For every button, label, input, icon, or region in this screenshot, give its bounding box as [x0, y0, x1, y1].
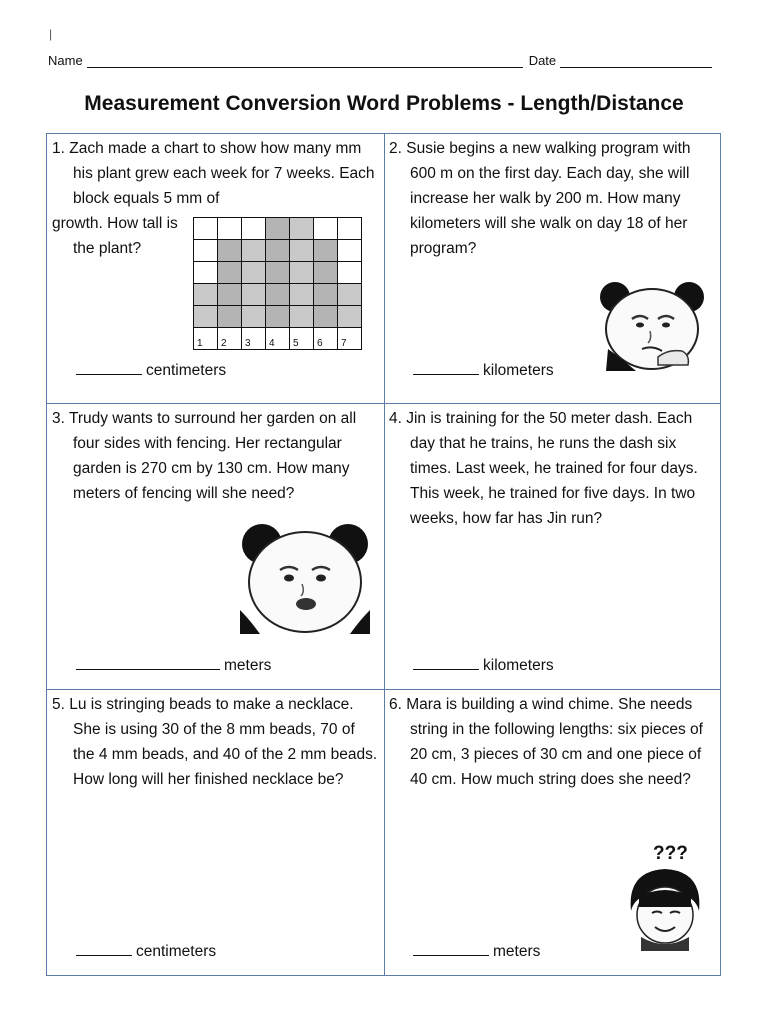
meme-face-icon — [625, 867, 705, 951]
problem-3 — [52, 406, 378, 506]
chart-block-filled — [290, 262, 314, 284]
answer-6 — [413, 942, 540, 961]
panda-meme-shocked-icon — [240, 522, 370, 634]
date-field[interactable] — [560, 54, 712, 68]
answer-6-blank[interactable] — [413, 942, 489, 956]
problem-1-text-cont: growth. How tall is the plant? — [52, 215, 178, 257]
chart-block-empty — [194, 240, 218, 262]
chart-block-empty — [314, 218, 338, 240]
chart-block-filled — [218, 262, 242, 284]
chart-block-filled — [266, 284, 290, 306]
chart-block-filled — [314, 284, 338, 306]
chart-week-label: 5 — [290, 328, 314, 350]
chart-block-filled — [290, 240, 314, 262]
problem-4 — [389, 406, 715, 531]
chart-block-filled — [266, 262, 290, 284]
chart-block-filled — [338, 306, 362, 328]
name-label: Name — [48, 53, 83, 68]
page-title: Measurement Conversion Word Problems - Length/Distance — [84, 92, 684, 115]
answer-1-unit: centimeters — [146, 362, 227, 379]
chart-week-label: 4 — [266, 328, 290, 350]
chart-block-filled — [314, 262, 338, 284]
name-field[interactable] — [87, 54, 523, 68]
problem-2-text: 2. Susie begins a new walking program with 600 m on the first day. Each day, she will increase her walk by 200 m. How many kilometers will she walk on day 18 of her program? — [389, 140, 691, 257]
answer-2-unit: kilometers — [483, 362, 554, 379]
growth-chart-table — [193, 217, 362, 350]
answer-4 — [413, 656, 554, 675]
answer-2-blank[interactable] — [413, 361, 479, 375]
problem-5-text: 5. Lu is stringing beads to make a necklace. She is using 30 of the 8 mm beads, 70 of the 4 mm beads, and 40 of the 2 mm beads. How long will her finished necklace be? — [52, 696, 378, 788]
problem-2 — [389, 136, 715, 261]
chart-week-label: 1 — [194, 328, 218, 350]
answer-3-unit: meters — [224, 657, 272, 674]
grid-divider-vertical — [384, 134, 385, 975]
meme-question-marks: ??? — [653, 843, 688, 864]
answer-6-unit: meters — [493, 943, 541, 960]
problem-1-text: 1. Zach made a chart to show how many mm his plant grew each week for 7 weeks. Each block equals 5 mm of — [52, 140, 375, 207]
chart-week-label: 2 — [218, 328, 242, 350]
answer-4-unit: kilometers — [483, 657, 554, 674]
chart-block-empty — [194, 262, 218, 284]
problem-6 — [389, 692, 715, 792]
chart-block-filled — [218, 306, 242, 328]
date-label: Date — [528, 53, 557, 68]
answer-5-unit: centimeters — [136, 943, 217, 960]
chart-block-filled — [314, 240, 338, 262]
answer-1-blank[interactable] — [76, 361, 142, 375]
chart-block-filled — [314, 306, 338, 328]
chart-block-filled — [266, 240, 290, 262]
chart-block-filled — [218, 284, 242, 306]
answer-2 — [413, 361, 554, 380]
chart-block-filled — [242, 240, 266, 262]
header-line — [48, 53, 720, 68]
problem-grid — [46, 133, 721, 976]
grid-divider-row2 — [47, 689, 720, 690]
chart-week-label: 3 — [242, 328, 266, 350]
problem-3-text: 3. Trudy wants to surround her garden on all four sides with fencing. Her rectangular garden is 270 cm by 130 cm. How many meters of fencing will she need? — [52, 410, 357, 502]
answer-3 — [76, 656, 271, 675]
problem-5 — [52, 692, 378, 792]
cursor-mark: | — [49, 27, 53, 41]
problem-4-text: 4. Jin is training for the 50 meter dash. Each day that he trains, he runs the dash six times. Last week, he trained for four days. This week, he trained for five days. In two weeks, how far has Jin run? — [389, 410, 698, 527]
chart-block-filled — [194, 284, 218, 306]
problem-6-text: 6. Mara is building a wind chime. She needs string in the following lengths: six pieces of 20 cm, 3 pieces of 30 cm and one piece of 40 cm. How much string does she need? — [389, 696, 703, 788]
chart-block-empty — [194, 218, 218, 240]
chart-block-filled — [290, 284, 314, 306]
chart-block-filled — [338, 284, 362, 306]
chart-block-empty — [338, 262, 362, 284]
chart-block-empty — [242, 218, 266, 240]
chart-block-filled — [242, 284, 266, 306]
chart-block-filled — [194, 306, 218, 328]
answer-1 — [76, 361, 226, 380]
answer-5 — [76, 942, 216, 961]
chart-block-filled — [266, 306, 290, 328]
chart-block-empty — [218, 218, 242, 240]
chart-block-empty — [338, 218, 362, 240]
chart-week-label: 6 — [314, 328, 338, 350]
growth-chart — [193, 217, 362, 350]
chart-block-filled — [218, 240, 242, 262]
chart-block-filled — [290, 218, 314, 240]
chart-block-filled — [242, 262, 266, 284]
chart-block-filled — [266, 218, 290, 240]
chart-block-empty — [338, 240, 362, 262]
panda-meme-thinking-icon — [598, 279, 706, 371]
grid-divider-row1 — [47, 403, 720, 404]
chart-week-label: 7 — [338, 328, 362, 350]
chart-block-filled — [242, 306, 266, 328]
answer-5-blank[interactable] — [76, 942, 132, 956]
answer-4-blank[interactable] — [413, 656, 479, 670]
answer-3-blank[interactable] — [76, 656, 220, 670]
chart-block-filled — [290, 306, 314, 328]
